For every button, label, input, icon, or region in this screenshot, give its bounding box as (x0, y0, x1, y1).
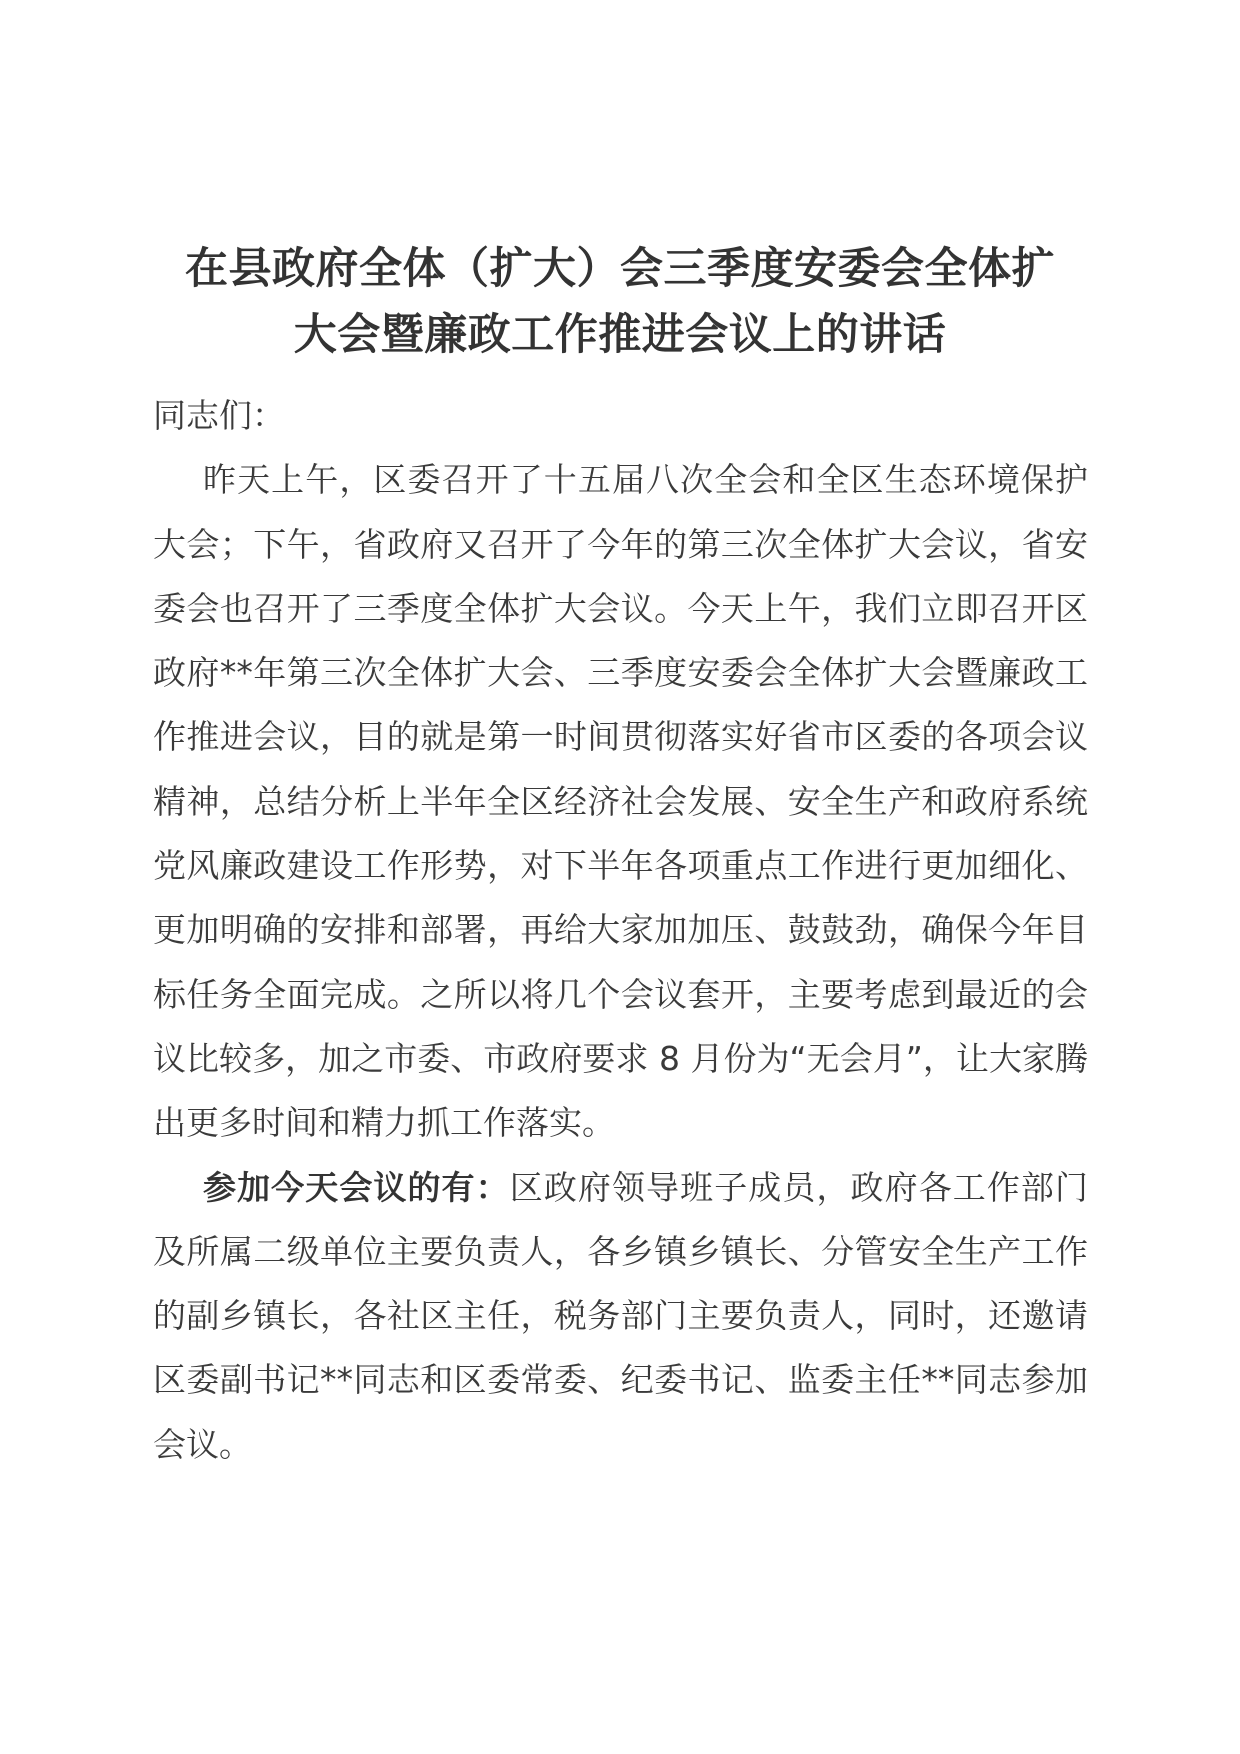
paragraph-intro: 昨天上午，区委召开了十五届八次全会和全区生态环境保护大会；下午，省政府又召开了今年的第三次全体扩大会议，省安委会也召开了三季度全体扩大会议。今天上午，我们立即召开区政府**年第三次全体扩大会、三季度安委会全体扩大会暨廉政工作推进会议，目的就是第一时间贯彻落实好省市区委的各项会议精神，总结分析上半年全区经济社会发展、安全生产和政府系统党风廉政建设工作形势，对下半年各项重点工作进行更加细化、更加明确的安排和部署，再给大家加加压、鼓鼓劲，确保今年目标任务全面完成。之所以将几个会议套开，主要考虑到最近的会议比较多，加之市委、市政府要求 8 月份为“无会月”，让大家腾出更多时间和精力抓工作落实。 (153, 460, 1088, 1143)
document-body (153, 384, 1088, 1477)
paragraph-attendees (153, 1156, 1088, 1477)
document-title (155, 236, 1085, 368)
salutation: 同志们： (153, 396, 285, 435)
attendees-list: 区政府领导班子成员，政府各工作部门及所属二级单位主要负责人，各乡镇乡镇长、分管安全生产工作的副乡镇长，各社区主任，税务部门主要负责人，同时，还邀请区委副书记**同志和区委常委、纪委书记、监委主任**同志参加会议。 (153, 1167, 1089, 1464)
title-line-1: 在县政府全体（扩大）会三季度安委会全体扩 (185, 244, 1055, 294)
title-line-2: 大会暨廉政工作推进会议上的讲话 (293, 310, 947, 360)
attendees-lead: 参加今天会议的有： (203, 1167, 510, 1207)
